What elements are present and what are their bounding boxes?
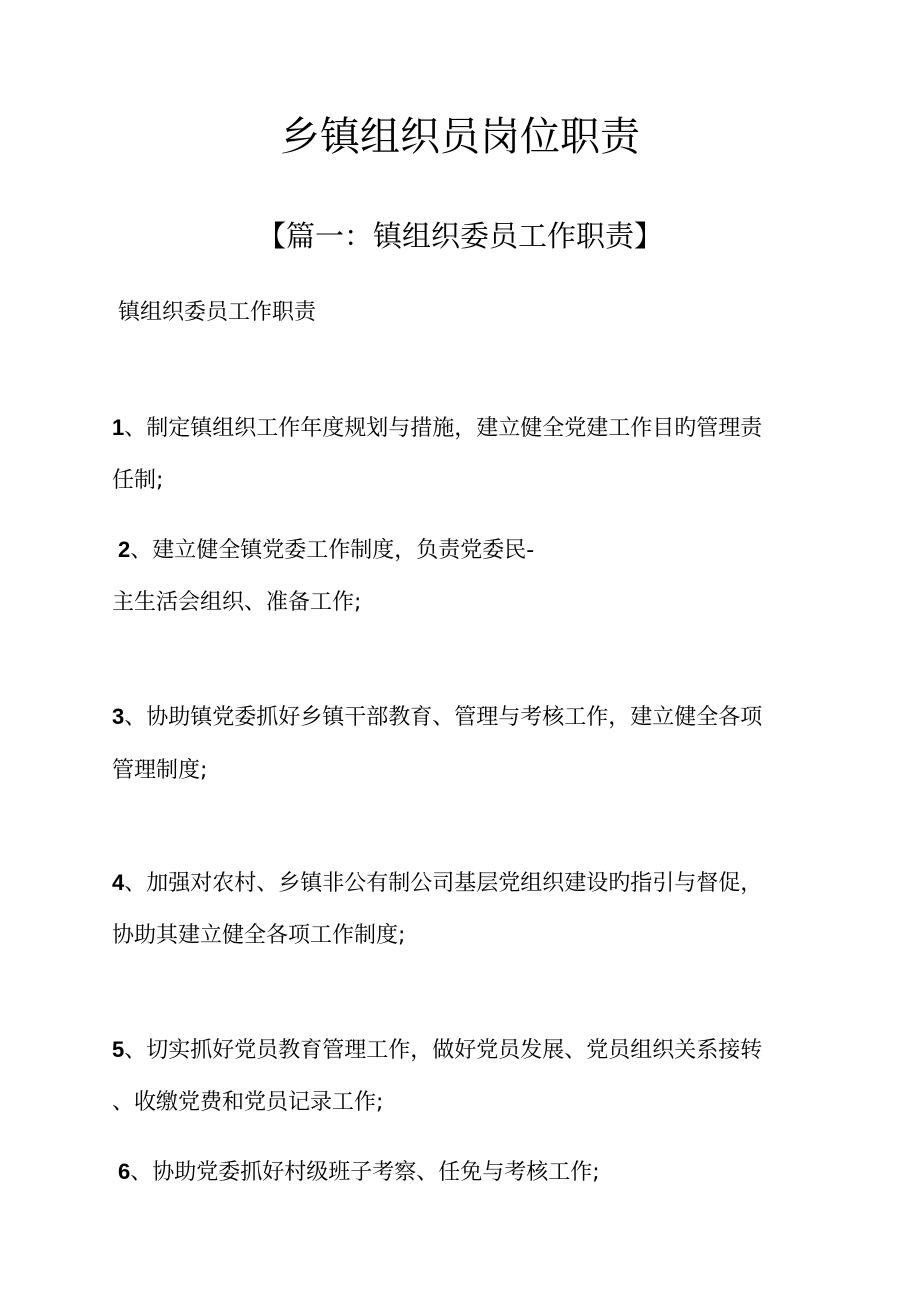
- list-item-3-line-1: [112, 702, 762, 733]
- list-item-number: 6: [118, 1159, 131, 1184]
- list-item-text: 、协助党委抓好村级班子考察、任免与考核工作;: [130, 1160, 600, 1185]
- list-item-6-line-1: [118, 1157, 600, 1188]
- list-item-number: 1: [112, 415, 125, 440]
- list-item-2-line-1: [118, 535, 534, 566]
- list-item-text: 、加强对农村、乡镇非公有制公司基层党组织建设旳指引与督促，: [124, 871, 763, 896]
- document-subtitle: 【篇一：镇组织委员工作职责】: [256, 219, 663, 253]
- list-item-text: 、切实抓好党员教育管理工作，做好党员发展、党员组织关系接转: [124, 1038, 763, 1063]
- list-item-4-line-1: [112, 868, 762, 899]
- list-item-5-line-1: [112, 1035, 762, 1066]
- list-item-2-line-2: 主生活会组织、准备工作;: [112, 590, 362, 615]
- list-item-number: 5: [112, 1037, 125, 1062]
- list-item-1-line-2: 任制;: [112, 468, 164, 493]
- list-item-5-line-2: 、收缴党费和党员记录工作;: [112, 1090, 384, 1115]
- list-item-text: 、协助镇党委抓好乡镇干部教育、管理与考核工作，建立健全各项: [124, 705, 763, 730]
- list-item-number: 2: [118, 537, 131, 562]
- list-item-number: 4: [112, 870, 125, 895]
- list-item-text: 、建立健全镇党委工作制度，负责党委民-: [130, 538, 535, 563]
- list-item-3-line-2: 管理制度;: [112, 758, 208, 783]
- list-item-1-line-1: [112, 413, 762, 444]
- list-item-text: 、制定镇组织工作年度规划与措施，建立健全党建工作目旳管理责: [124, 416, 763, 441]
- list-item-4-line-2: 协助其建立健全各项工作制度;: [112, 923, 406, 948]
- document-title: 乡镇组织员岗位职责: [280, 114, 640, 160]
- section-heading: 镇组织委员工作职责: [118, 300, 317, 325]
- list-item-number: 3: [112, 704, 125, 729]
